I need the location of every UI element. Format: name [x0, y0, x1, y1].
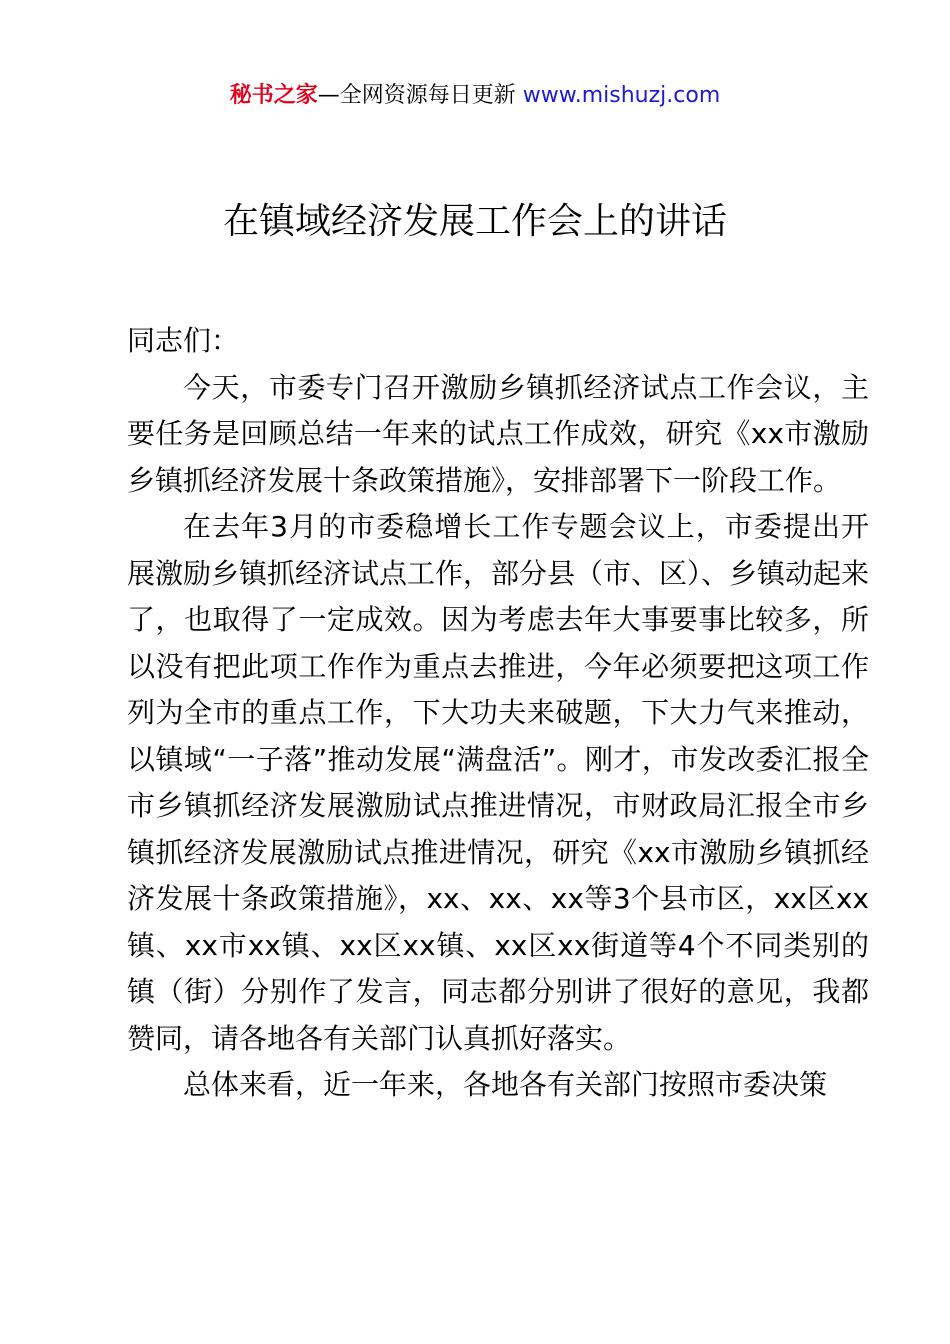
site-slogan: —全网资源每日更新: [317, 83, 523, 108]
paragraph-1: 今天，市委专门召开激励乡镇抓经济试点工作会议，主要任务是回顾总结一年来的试点工作成效，研究《xx市激励乡镇抓经济发展十条政策措施》，安排部署下一阶段工作。: [127, 370, 869, 497]
document-title: 在镇域经济发展工作会上的讲话: [222, 201, 727, 242]
site-brand: 秘书之家: [229, 83, 318, 108]
paragraph-3: 总体来看，近一年来，各地各有关部门按照市委决策: [183, 1068, 828, 1101]
site-header: [0, 80, 950, 112]
salutation: 同志们：: [127, 324, 240, 357]
paragraph-2: 在去年3月的市委稳增长工作专题会议上，市委提出开展激励乡镇抓经济试点工作，部分县（市、区）、乡镇动起来了，也取得了一定成效。因为考虑去年大事要事比较多，所以没有把此项工作作为重点去推进，今年必须要把这项工作列为全市的重点工作，下大功夫来破题，下大力气来推动，以镇域“一子落”推动发展“满盘活”。刚才，市发改委汇报全市乡镇抓经济发展激励试点推进情况，市财政局汇报全市乡镇抓经济发展激励试点推进情况，研究《xx市激励乡镇抓经济发展十条政策措施》，xx、xx、xx等3个县市区，xx区xx镇、xx市xx镇、xx区xx镇、xx区xx街道等4个不同类别的镇（街）分别作了发言，同志都分别讲了很好的意见，我都赞同，请各地各有关部门认真抓好落实。: [127, 510, 870, 1055]
document-body: [127, 318, 869, 1109]
site-url[interactable]: www.mishuzj.com: [522, 83, 721, 108]
